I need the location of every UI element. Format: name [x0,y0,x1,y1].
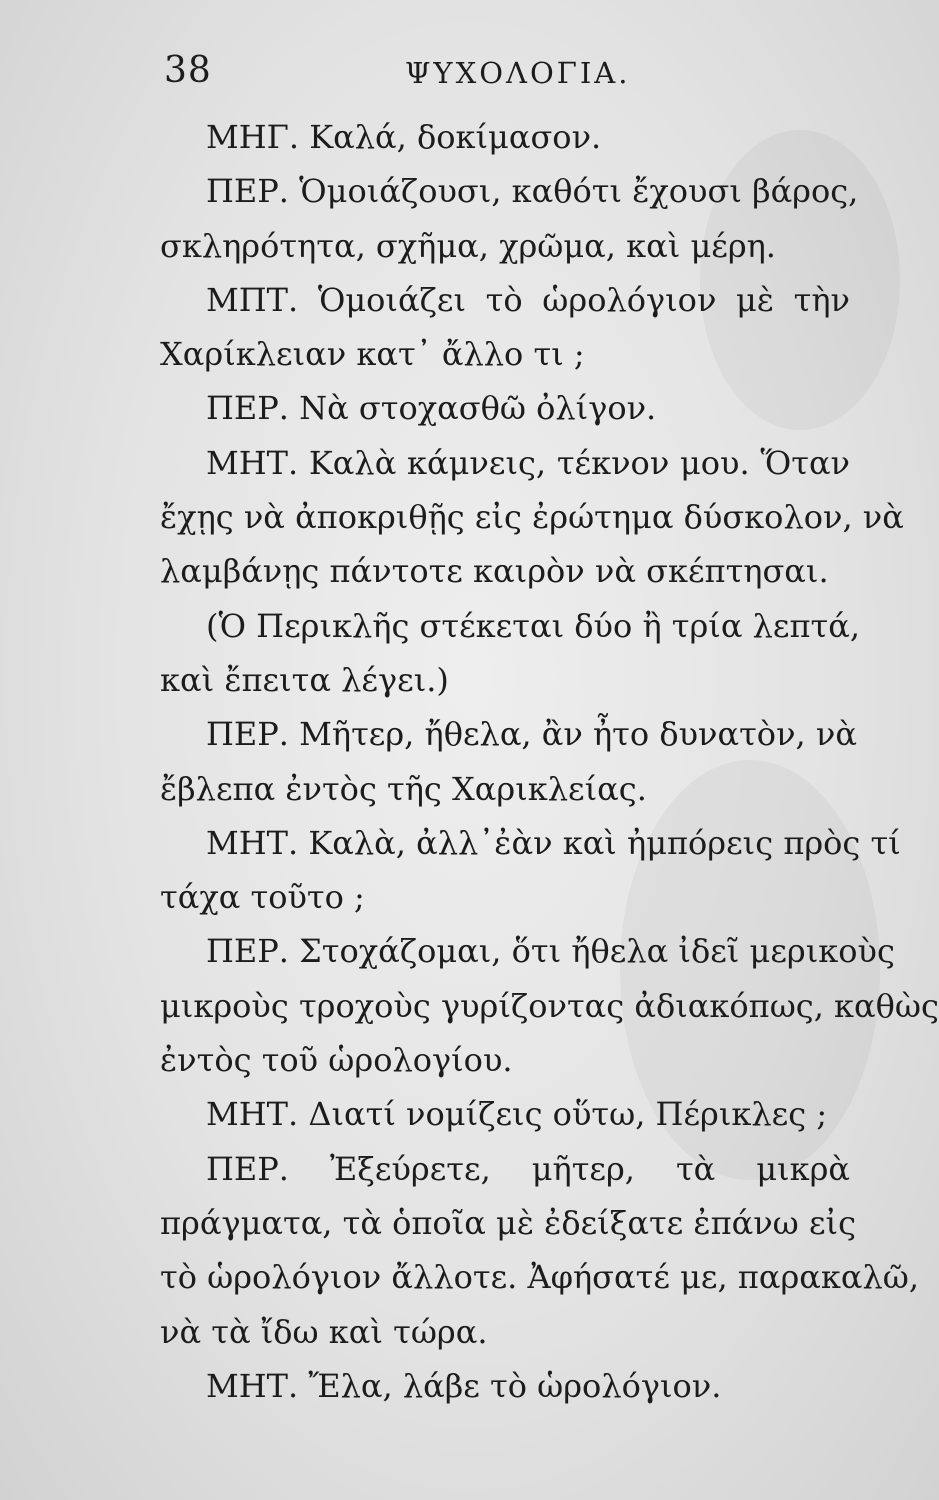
text-line: ΠΕΡ. Μῆτερ, ἤθελα, ἂν ἦτο δυνατὸν, νὰ [206,715,857,754]
text-line: Χαρίκλειαν κατ᾽ ἄλλο τι ; [160,335,585,374]
running-title: ΨΥΧΟΛΟΓΙΑ. [405,56,631,90]
text-line: ΜΠΤ. Ὁμοιάζει τὸ ὡρολόγιον μὲ τὴν [206,280,850,319]
text-line: (Ὁ Περικλῆς στέκεται δύο ἢ τρία λεπτά, [206,606,860,645]
text-line: ΜΗΤ. Καλὰ κάμνεις, τέκνον μου. Ὅταν [206,443,850,482]
page-header [160,42,840,102]
text-line: ἔχῃς νὰ ἀποκριθῇς εἰς ἐρώτημα δύσκολον, νὰ [160,498,904,537]
text-line: ἐντὸς τοῦ ὡρολογίου. [160,1041,513,1080]
text-line: μικροὺς τροχοὺς γυρίζοντας ἀδιακόπως, καθὼς [160,986,939,1025]
page-number: 38 [164,50,212,91]
text-line: ΠΕΡ. Ὁμοιάζουσι, καθότι ἔχουσι βάρος, [206,172,859,211]
text-line: ΜΗΤ. Διατί νομίζεις οὕτω, Πέρικλες ; [206,1095,828,1134]
text-line: ΠΕΡ. Ἐξεύρετε, μῆτερ, τὰ μικρὰ [206,1149,850,1188]
text-line: ΜΗΤ. Καλὰ, ἀλλ᾽ἐὰν καὶ ἠμπόρεις πρὸς τί [206,823,901,862]
text-line: ΜΗΓ. Καλά, δοκίμασον. [206,118,602,156]
text-line: ΠΕΡ. Νὰ στοχασθῶ ὀλίγον. [206,389,657,428]
body-text [160,110,939,1413]
text-line: ἔβλεπα ἐντὸς τῆς Χαρικλείας. [160,769,647,808]
text-line: ΠΕΡ. Στοχάζομαι, ὅτι ἤθελα ἰδεῖ μερικοὺς [206,932,895,971]
text-line: πράγματα, τὰ ὁποῖα μὲ ἐδείξατε ἐπάνω εἰς [160,1203,856,1242]
text-line: τάχα τοῦτο ; [160,878,365,917]
text-line: σκληρότητα, σχῆμα, χρῶμα, καὶ μέρη. [160,226,776,265]
text-line: καὶ ἔπειτα λέγει.) [160,660,449,699]
text-line: ΜΗΤ. Ἔλα, λάβε τὸ ὡρολόγιον. [206,1366,722,1405]
text-line: τὸ ὡρολόγιον ἄλλοτε. Ἀφήσατέ με, παρακαλῶ, [160,1258,920,1297]
text-line: λαμβάνῃς πάντοτε καιρὸν νὰ σκέπτησαι. [160,552,829,591]
text-line: νὰ τὰ ἴδω καὶ τώρα. [160,1312,488,1351]
